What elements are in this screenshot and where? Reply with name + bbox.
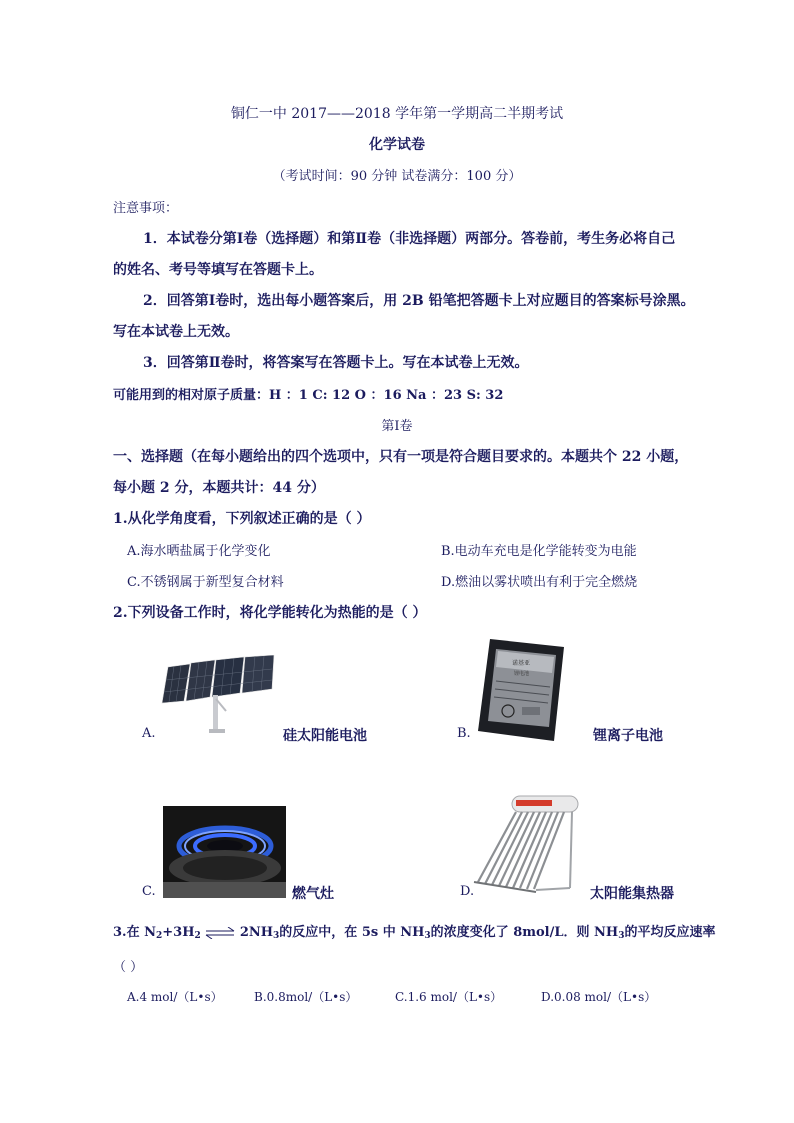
q1-stem: 1.从化学角度看，下列叙述正确的是（ ） <box>113 511 371 527</box>
q3-sub: 3 <box>424 931 431 941</box>
volume-title: 第Ⅰ卷 <box>381 419 413 434</box>
notice-item3: 3．回答第Ⅱ卷时，将答案写在答题卡上。写在本试卷上无效。 <box>143 355 529 371</box>
gas-stove-image <box>163 806 286 898</box>
q3-answer-paren: （ ） <box>113 960 144 975</box>
q3-sub: 3 <box>273 931 280 941</box>
q3-sub: 2 <box>194 931 201 941</box>
notice-item2-line2: 写在本试卷上无效。 <box>113 324 239 340</box>
q3-text-mid: 的反应中，在 5s 中 NH <box>279 925 425 940</box>
equilibrium-arrow-icon <box>205 927 235 939</box>
battery-type-text: 锂电池 <box>514 671 530 677</box>
q3-stem <box>113 921 715 941</box>
q3-text-plus: +3H <box>162 925 195 940</box>
q2-option-b-letter: B. <box>457 726 471 741</box>
q2-option-b-label: 锂离子电池 <box>593 728 663 744</box>
q3-option-b: B.0.8mol/（L•s） <box>254 990 358 1004</box>
section1-line2: 每小题 2 分，本题共计：44 分） <box>113 480 325 496</box>
q2-option-d-letter: D. <box>460 884 475 899</box>
q3-text-end: 的平均反应速率 <box>624 925 716 940</box>
battery-brand-text: 诺基亚 <box>512 660 531 667</box>
q2-option-c-label: 燃气灶 <box>292 886 334 902</box>
subject-title: 化学试卷 <box>369 137 425 153</box>
q2-option-c-letter: C. <box>142 884 156 899</box>
exam-title: 铜仁一中 2017——2018 学年第一学期高二半期考试 <box>230 106 564 122</box>
q3-sub: 3 <box>618 931 625 941</box>
q2-option-a-label: 硅太阳能电池 <box>283 728 367 744</box>
battery-image <box>472 635 572 745</box>
q1-option-a: A.海水晒盐属于化学变化 <box>127 544 271 559</box>
atomic-mass: 可能用到的相对原子质量：H ：1 C: 12 O ：16 Na ：23 S: 32 <box>113 388 504 403</box>
q3-text-prefix: 3.在 N <box>113 925 156 940</box>
q1-option-d: D.燃油以雾状喷出有利于完全燃烧 <box>441 575 638 590</box>
q3-text-product: 2NH <box>239 925 274 940</box>
q2-option-a-letter: A. <box>142 726 156 741</box>
section1-line1: 一、选择题（在每小题给出的四个选项中，只有一项是符合题目要求的。本题共个 22 小题， <box>113 449 689 465</box>
solar-heater-image <box>472 790 584 894</box>
q1-option-b: B.电动车充电是化学能转变为电能 <box>441 544 637 559</box>
solar-panel-image <box>160 655 278 741</box>
q3-text-tail: 的浓度变化了 8mol/L．则 NH <box>430 925 619 940</box>
notice-item1-line1: 1．本试卷分第Ⅰ卷（选择题）和第Ⅱ卷（非选择题）两部分。答卷前，考生务必将自己 <box>143 231 676 247</box>
q3-option-d: D.0.08 mol/（L•s） <box>541 990 657 1004</box>
notice-item2-line1: 2．回答第Ⅰ卷时，选出每小题答案后，用 2B 铅笔把答题卡上对应题目的答案标号涂黑。 <box>143 293 695 309</box>
exam-info: （考试时间：90 分钟 试卷满分：100 分） <box>272 169 522 184</box>
q2-stem: 2.下列设备工作时，将化学能转化为热能的是（ ） <box>113 605 427 621</box>
notice-heading: 注意事项： <box>113 201 179 216</box>
notice-item1-line2: 的姓名、考号等填写在答题卡上。 <box>113 262 323 278</box>
q2-option-d-label: 太阳能集热器 <box>590 886 674 902</box>
q3-sub: 2 <box>155 931 163 941</box>
q3-option-c: C.1.6 mol/（L•s） <box>395 990 503 1004</box>
q3-option-a: A.4 mol/（L•s） <box>127 990 223 1004</box>
q1-option-c: C.不锈钢属于新型复合材料 <box>127 575 284 590</box>
